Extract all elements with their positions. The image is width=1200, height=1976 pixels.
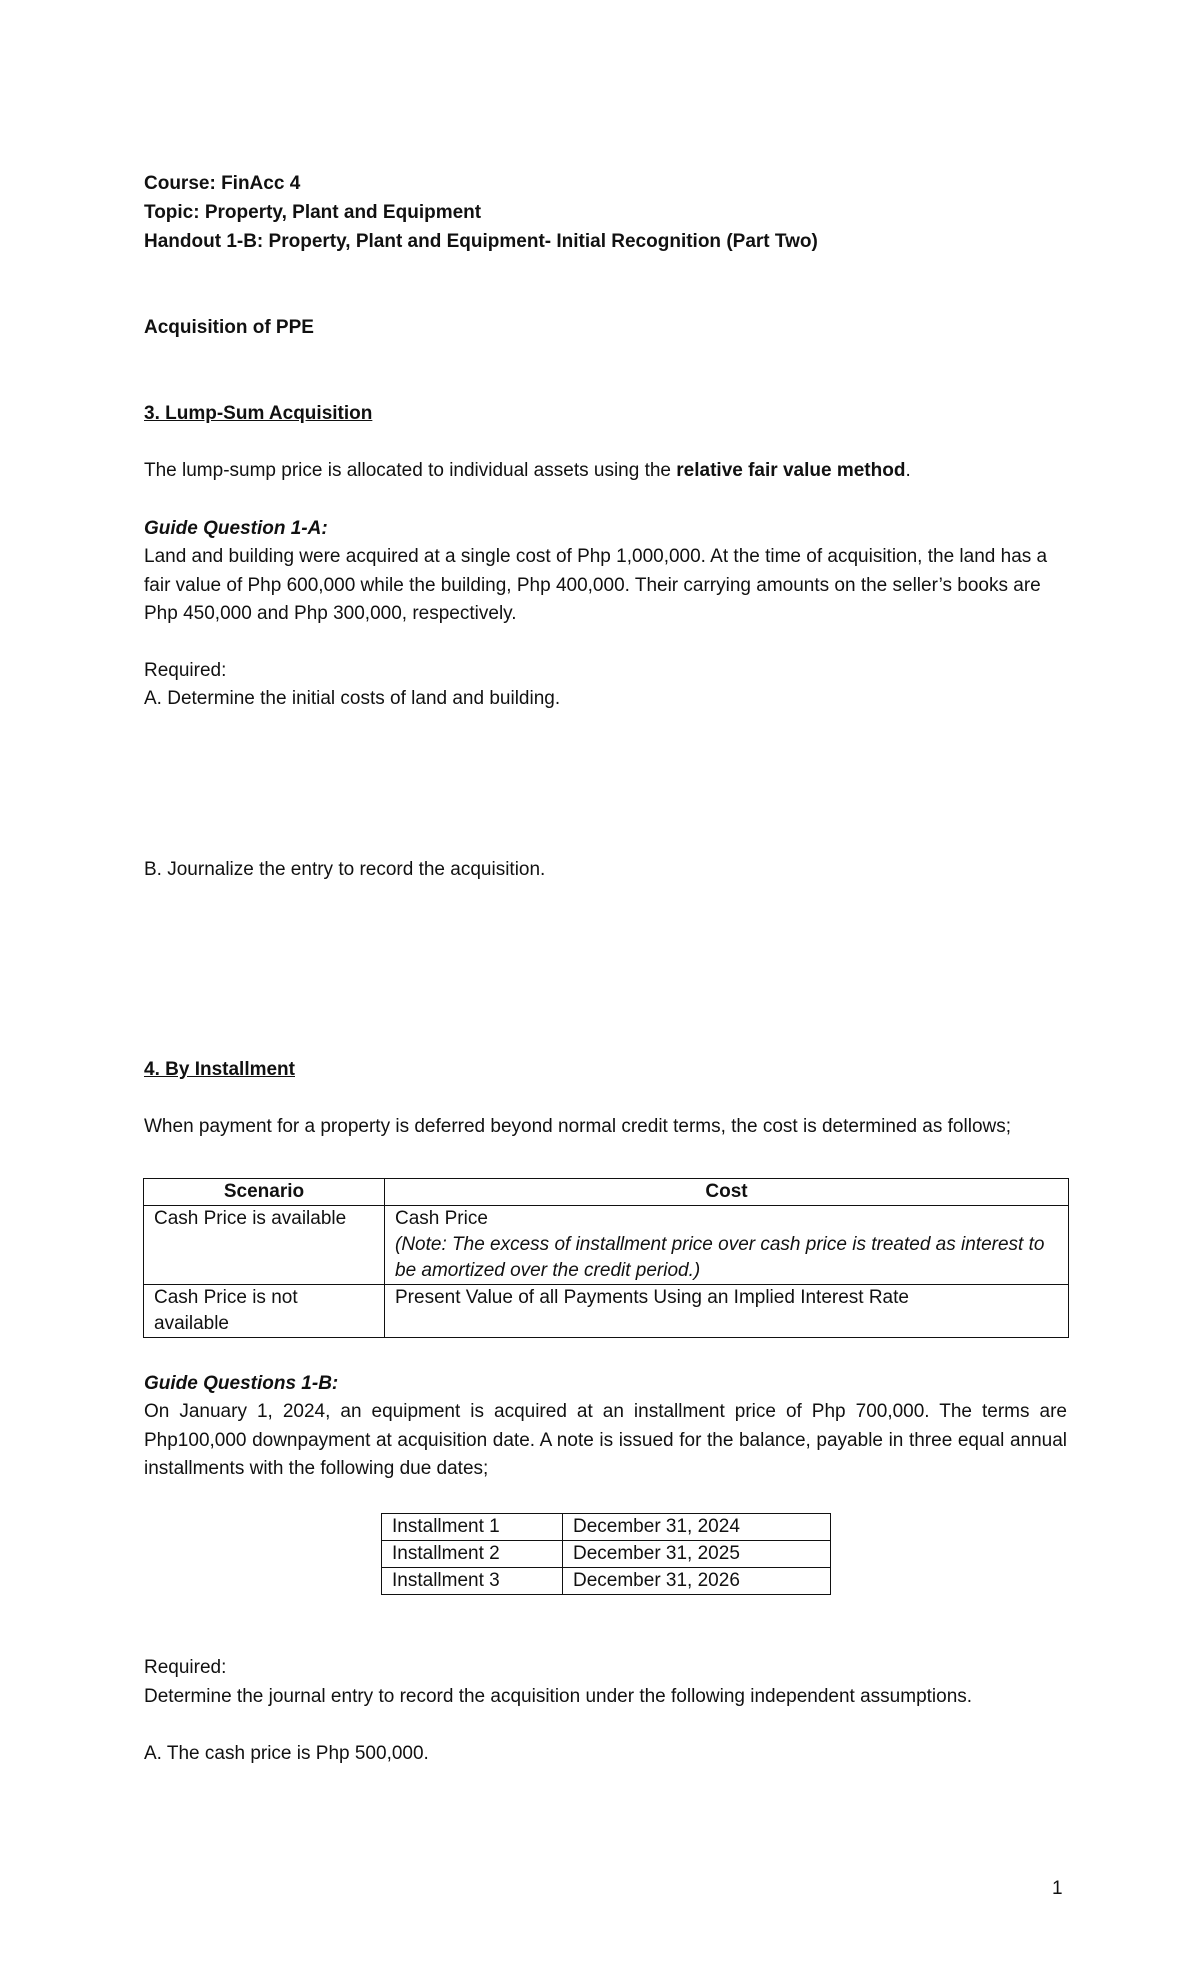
guide-question-1a-text: Land and building were acquired at a single cost of Php 1,000,000. At the time of acquisition, the land has a fair value of Php 600,000 while the building, Php 400,000. Their carrying amounts on the seller’s books are Php 450,000 and Php 300,000, respectively. [144, 546, 1048, 624]
guide-question-1b-text: On January 1, 2024, an equipment is acquired at an installment price of Php 700,000. The terms are Php100,000 downpayment at acquisition date. A note is issued for the balance, payable in three equal annual installments with the following due dates; [144, 1401, 1067, 1479]
scenario-cell: Cash Price is not available [144, 1285, 385, 1338]
required-text-1b: Determine the journal entry to record the acquisition under the following independent assumptions. [144, 1686, 973, 1707]
cost-cell [385, 1206, 1069, 1285]
table-row [382, 1541, 831, 1568]
acquisition-heading: Acquisition of PPE [144, 317, 314, 338]
table-row [144, 1285, 1069, 1338]
required-label-1a: Required: [144, 660, 227, 681]
table-header-row [144, 1179, 1069, 1206]
cost-value: Cash Price [395, 1208, 488, 1229]
topic-line: Topic: Property, Plant and Equipment [144, 202, 482, 223]
installment-label: Installment 2 [382, 1541, 563, 1568]
requirement-b-1a: B. Journalize the entry to record the acquisition. [144, 859, 546, 880]
cost-scenario-table [143, 1178, 1069, 1338]
required-label-1b: Required: [144, 1657, 227, 1678]
intro-bold: relative fair value method [676, 460, 906, 481]
installment-heading: 4. By Installment [144, 1059, 295, 1080]
handout-title: Handout 1-B: Property, Plant and Equipment- Initial Recognition (Part Two) [144, 231, 818, 252]
intro-prefix: The lump-sump price is allocated to individual assets using the [144, 460, 677, 481]
cost-note: (Note: The excess of installment price over cash price is treated as interest to be amortized over the credit period.) [395, 1234, 1045, 1281]
scenario-cell: Cash Price is available [144, 1206, 385, 1285]
guide-question-1b-heading: Guide Questions 1-B: [144, 1373, 339, 1394]
installment-label: Installment 3 [382, 1568, 563, 1595]
installment-date: December 31, 2026 [563, 1568, 831, 1595]
lump-sum-intro [144, 457, 911, 485]
table-row [382, 1514, 831, 1541]
installment-label: Installment 1 [382, 1514, 563, 1541]
intro-suffix: . [905, 460, 911, 481]
guide-question-1a-heading: Guide Question 1-A: [144, 518, 328, 539]
installment-date: December 31, 2025 [563, 1541, 831, 1568]
page-number: 1 [1052, 1878, 1063, 1899]
installment-intro: When payment for a property is deferred beyond normal credit terms, the cost is determined as follows; [144, 1116, 1012, 1137]
header-cost: Cost [385, 1179, 1069, 1206]
cost-cell: Present Value of all Payments Using an Implied Interest Rate [385, 1285, 1069, 1338]
requirement-a-1a: A. Determine the initial costs of land and building. [144, 688, 561, 709]
table-row [382, 1568, 831, 1595]
installment-schedule-table [381, 1513, 831, 1595]
table-row [144, 1206, 1069, 1285]
course-line: Course: FinAcc 4 [144, 173, 301, 194]
requirement-a-1b: A. The cash price is Php 500,000. [144, 1743, 429, 1764]
header-scenario: Scenario [144, 1179, 385, 1206]
lump-sum-heading: 3. Lump-Sum Acquisition [144, 403, 373, 424]
installment-date: December 31, 2024 [563, 1514, 831, 1541]
